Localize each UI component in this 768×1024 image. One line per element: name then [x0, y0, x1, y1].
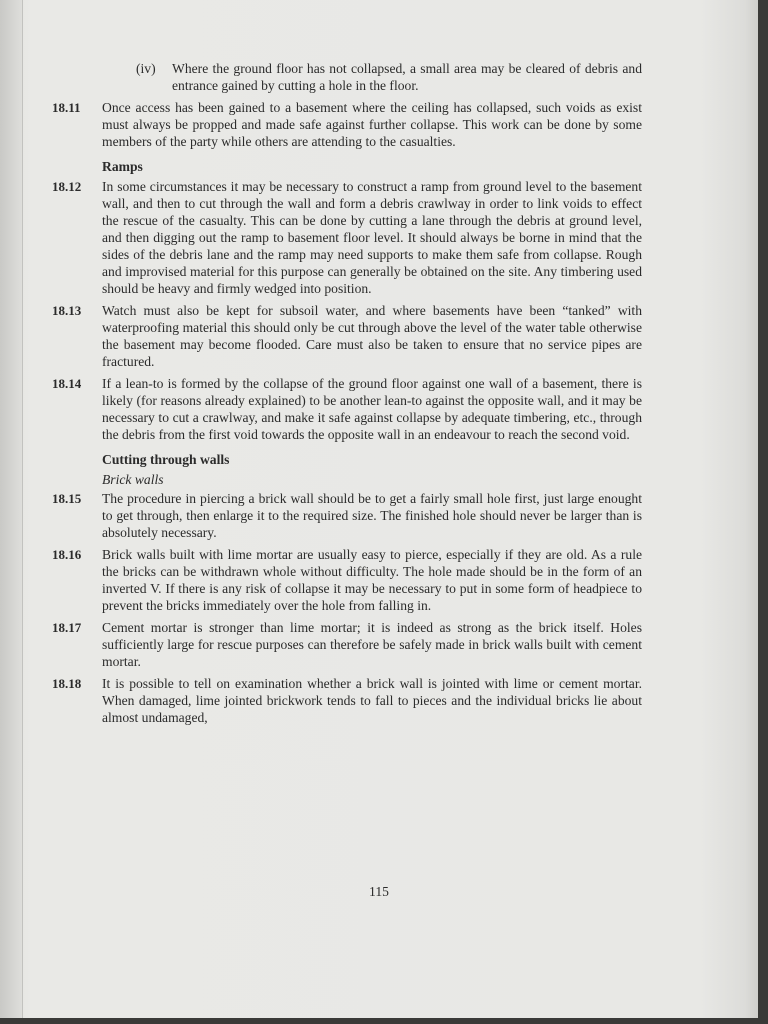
- paragraph-18-17: [52, 619, 642, 670]
- paragraph-number: 18.18: [52, 676, 82, 691]
- paragraph-text: Cement mortar is stronger than lime mortar; it is indeed as strong as the brick itself. Holes sufficiently large for rescue purposes can therefore be safely made in brick walls built with cement mortar.: [102, 620, 642, 669]
- paragraph-text: The procedure in piercing a brick wall should be to get a fairly small hole first, just large enought to get through, then enlarge it to the required size. The finished hole should never be larger than is absolutely necessary.: [102, 491, 642, 540]
- paragraph-text: Brick walls built with lime mortar are usually easy to pierce, especially if they are old. As a rule the bricks can be withdrawn whole without difficulty. The hole made should be in the form of an inverted V. If there is any risk of collapse it may be necessary to put in some form of headpiece to prevent the bricks immediately over the hole from falling in.: [102, 547, 642, 613]
- paragraph-text: It is possible to tell on examination whether a brick wall is jointed with lime or cement mortar. When damaged, lime jointed brickwork tends to fall to pieces and the individual bricks lie about almost undamaged,: [102, 676, 642, 725]
- page-number: 115: [369, 884, 389, 899]
- paragraph-18-11: [52, 99, 642, 150]
- paragraph-number: 18.13: [52, 303, 82, 318]
- subheading-brick-walls: Brick walls: [102, 472, 164, 487]
- list-item-number: (iv): [136, 61, 156, 76]
- list-item-iv: [52, 60, 642, 94]
- paragraph-18-15: [52, 490, 642, 541]
- paragraph-18-16: [52, 546, 642, 614]
- section-heading-ramps: Ramps: [102, 159, 143, 174]
- paragraph-number: 18.16: [52, 547, 82, 562]
- page-body: [52, 60, 642, 731]
- list-item-text: Where the ground floor has not collapsed, a small area may be cleared of debris and entrance gained by cutting a hole in the floor.: [172, 61, 642, 93]
- paragraph-text: In some circumstances it may be necessary to construct a ramp from ground level to the basement wall, and then to cut through the wall and form a debris crawlway in order to link voids to effect the rescue of the casualty. This can be done by cutting a lane through the debris at ground level, and then digging out the ramp to basement floor level. It should always be borne in mind that the sides of the debris lane and the ramp may need supports to make them safe from collapse. Rough and improvised material for this purpose can generally be obtained on the site. Any timbering used should be heavy and firmly wedged into position.: [102, 179, 642, 296]
- paragraph-number: 18.17: [52, 620, 82, 635]
- paragraph-18-13: [52, 302, 642, 370]
- section-heading-cutting: Cutting through walls: [102, 452, 230, 467]
- paragraph-18-18: [52, 675, 642, 726]
- paragraph-text: Watch must also be kept for subsoil water, and where basements have been “tanked” with waterproofing material this should only be cut through above the level of the water table otherwise the basement may become flooded. Care must also be taken to ensure that no service pipes are fractured.: [102, 303, 642, 369]
- paragraph-18-14: [52, 375, 642, 443]
- page-spine: [0, 0, 23, 1018]
- paragraph-number: 18.12: [52, 179, 82, 194]
- paragraph-text: Once access has been gained to a basement where the ceiling has collapsed, such voids as exist must always be propped and made safe against further collapse. This work can be done by some members of the party while others are attending to the casualties.: [102, 100, 642, 149]
- paragraph-18-12: [52, 178, 642, 297]
- paragraph-number: 18.15: [52, 491, 82, 506]
- paragraph-number: 18.14: [52, 376, 82, 391]
- paragraph-text: If a lean-to is formed by the collapse of the ground floor against one wall of a basement, there is likely (for reasons already explained) to be another lean-to against the opposite wall, and it may be necessary to cut a crawlway, and make it safe against collapse by adequate timbering, etc., through the debris from the first void towards the opposite wall in an endeavour to reach the second void.: [102, 376, 642, 442]
- paragraph-number: 18.11: [52, 100, 81, 115]
